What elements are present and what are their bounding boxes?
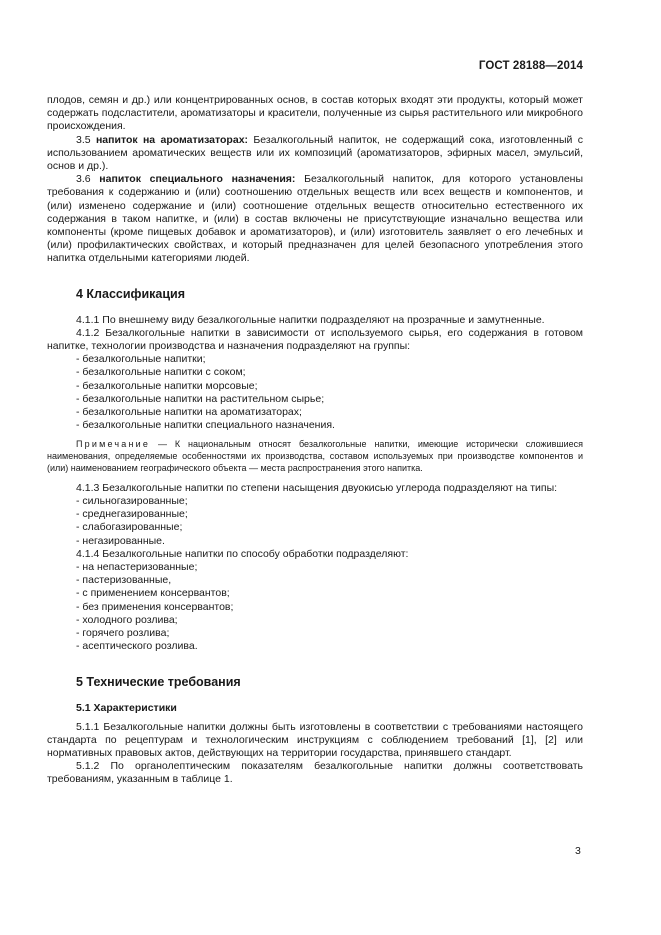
list-item: - асептического розлива. [76,640,198,653]
list-item: - на непастеризованные; [76,561,198,574]
page-content [47,94,583,787]
definition-3-6 [47,173,583,265]
clause-5-1-1: 5.1.1 Безалкогольные напитки должны быть изготовлены в соответствии с требованиями настоящего стандарта по рецептурам и технологическим инструкциям с соблюдением требований [1], [2] или нормативных правовых актов, действующих на территории государства, принявшего стандарт. [47,720,583,759]
list-item: - без применения консервантов; [76,600,234,613]
list-item: - безалкогольные напитки специального назначения. [76,419,335,432]
definition-text: Безалкогольный напиток, для которого установлены требования к содержанию и (или) соотношению отдельных веществ или всех веществ и компонентов, и (или) изменено содержание и (или) соотношение отдельных веществ относительно естественного их содержания в таком напитке, и (или) в состав включены не присутствующие изначально вещества или компоненты (кроме пищевых добавок и ароматизаторов), и (или) изготовитель заявляет о его лечебных и (или) профилактических свойствах, и который предназначен для целей безопасного употребления этого напитка отдельными категориями людей. [47,173,584,265]
note-text: — К национальным относят безалкогольные напитки, имеющие исторически сложившиеся наименования, определяемые особенностями их производства, составом используемых при производстве компонентов и (или) наименованием географического объекта — места распространения этого напитка. [47,439,583,474]
paragraph-continuation: плодов, семян и др.) или концентрированных основ, в состав которых входят эти продукты, который может содержать подсластители, ароматизаторы и красители, полученные из сырья растительного или микробного происхождения. [47,94,583,133]
list-item: - сильногазированные; [76,495,188,508]
list-item: - безалкогольные напитки морсовые; [76,379,258,392]
list-item: - холодного розлива; [76,613,178,626]
term-special-purpose-drink: напиток специального назначения: [99,173,296,186]
list-item: - безалкогольные напитки с соком; [76,366,246,379]
clause-4-1-1: 4.1.1 По внешнему виду безалкогольные напитки подразделяют на прозрачные и замутненные. [76,313,545,326]
list-item: - слабогазированные; [76,521,183,534]
types-list [47,495,583,548]
list-item: - с применением консервантов; [76,587,230,600]
document-number-header: ГОСТ 28188—2014 [478,60,583,72]
definition-text: Безалкогольный напиток, не содержащий сока, изготовленный с использованием ароматических веществ или их композиций (ароматизаторов, эфирных масел, эмульсий, основ и др.). [47,133,583,173]
clause-4-1-2: 4.1.2 Безалкогольные напитки в зависимости от используемого сырья, его содержания в готовом напитке, технологии производства и назначения подразделяют на группы: [47,326,583,353]
term-flavored-drink: напиток на ароматизаторах: [95,133,249,146]
subsection-5-1-heading: 5.1 Характеристики [76,701,177,714]
page-number: 3 [575,845,581,857]
list-item: - безалкогольные напитки на ароматизаторах; [76,406,302,419]
clause-number: 3.5 [76,133,91,146]
definition-3-5 [47,134,583,174]
section-4-heading: 4 Классификация [76,286,186,301]
section-5-heading: 5 Технические требования [76,674,241,689]
list-item: - горячего розлива; [76,627,170,640]
note-label: Примечание [76,439,151,450]
clause-number: 3.6 [76,173,91,186]
note [47,439,583,474]
list-item: - безалкогольные напитки на растительном сырье; [76,392,325,405]
list-item: - пастеризованные, [76,574,172,587]
clause-4-1-3: 4.1.3 Безалкогольные напитки по степени насыщения двуокисью углерода подразделяют на типы: [76,481,558,494]
processing-list [47,561,583,653]
list-item: - негазированные. [76,534,165,547]
list-item: - среднегазированные; [76,508,188,521]
clause-5-1-2: 5.1.2 По органолептическим показателям безалкогольные напитки должны соответствовать требованиям, указанным в таблице 1. [47,760,583,786]
groups-list [47,353,583,432]
clause-4-1-4: 4.1.4 Безалкогольные напитки по способу обработки подразделяют: [76,547,409,560]
list-item: - безалкогольные напитки; [76,353,206,366]
